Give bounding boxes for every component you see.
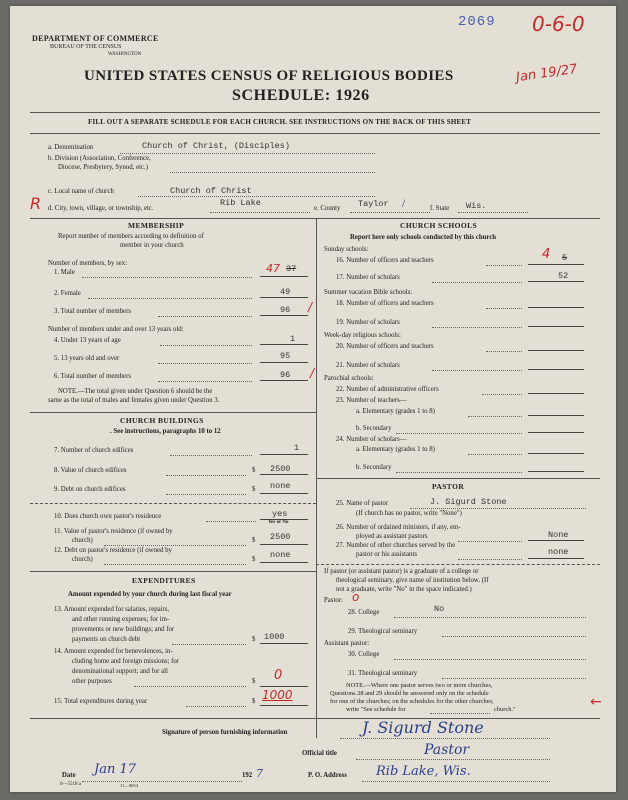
q8-dollar: $ (252, 467, 256, 474)
college-note-3: not a graduate, write "No" in the space indicated.) (336, 586, 472, 593)
buildings-sub: . See instructions, paragraphs 10 to 12 (110, 428, 221, 435)
pastor-note: NOTE.—Where one pastor serves two or more churches, (346, 682, 493, 689)
q16-label: 16. Number of officers and teachers (336, 257, 434, 264)
q4-value: 1 (290, 334, 296, 344)
print-code: 11—9054 (120, 783, 138, 788)
q9-dollar: $ (252, 486, 256, 493)
q24b-label: b. Secondary (356, 464, 392, 471)
pastor-mark: o (352, 590, 360, 604)
county-value: Taylor (358, 199, 389, 209)
q21-label: 21. Number of scholars (336, 362, 400, 369)
q10-hint: Yes or No (268, 520, 289, 525)
q14-label-4: other purposes (72, 678, 112, 685)
signature-label: Signature of person furnishing information (162, 729, 288, 736)
division-label-2: Diocese, Presbytery, Synod, etc.) (58, 164, 148, 171)
pastor-note-3: for one of the churches; on the schedules for the other churches, (330, 698, 494, 705)
q25-hint: (If church has no pastor, write "None") (356, 510, 462, 517)
q14-dollar: $ (252, 678, 256, 685)
pastor-name-value: J. Sigurd Stone (430, 497, 507, 507)
q14-label-3: denominational support; and for all (72, 668, 168, 675)
q16-value: 5 (562, 253, 568, 263)
date-label: Date (62, 772, 76, 779)
membership-intro-2: member in your church (120, 242, 184, 249)
official-title-value: Pastor (424, 742, 470, 758)
denomination-value: Church of Christ, (Disciples) (142, 141, 290, 151)
q13-value: 1000 (264, 632, 285, 642)
bureau-name: BUREAU OF THE CENSUS (50, 44, 122, 50)
q1-label: 1. Male (54, 269, 75, 276)
q27-value: none (548, 547, 569, 557)
q13-label: 13. Amount expended for salaries, repairs, (54, 606, 170, 613)
q10-value: yes (272, 509, 288, 519)
margin-arrow: ← (590, 694, 602, 710)
age-intro: Number of members under and over 13 years old: (48, 326, 184, 333)
q5-label: 5. 13 years old and over (54, 355, 120, 362)
q23-label: 23. Number of teachers— (336, 397, 407, 404)
bureau-city: WASHINGTON (108, 52, 142, 57)
q20-label: 20. Number of officers and teachers (336, 343, 434, 350)
q29-label: 29. Theological seminary (348, 628, 418, 635)
q30-label: 30. College (348, 651, 380, 658)
q14-label: 14. Amount expended for benevolences, in- (54, 648, 173, 655)
q26-label: 26. Number of ordained ministers, if any, em- (336, 524, 461, 531)
buildings-heading: CHURCH BUILDINGS (120, 416, 204, 425)
state-value: Wis. (466, 201, 487, 211)
q6-label: 6. Total number of members (54, 373, 131, 380)
q12-label-2: church) (72, 556, 93, 563)
by-sex-label: Number of members, by sex: (48, 260, 128, 267)
local-name-value: Church of Christ (170, 186, 252, 196)
q14-label-2: cluding home and foreign missions; for (72, 658, 180, 665)
q23a-label: a. Elementary (grades 1 to 8) (356, 408, 435, 415)
q27-label: 27. Number of other churches served by the (336, 542, 456, 549)
city-value: Rib Lake (220, 198, 261, 208)
pastor-sub-label: Pastor: (324, 597, 343, 604)
pastor-note-2: Questions 28 and 29 should be answered only on the schedule (330, 690, 489, 697)
membership-note-2: same as the total of males and females given under Question 3. (48, 397, 220, 404)
q12-label: 12. Debt on pastor's residence (if owned by (54, 547, 172, 554)
q28-value: No (434, 604, 445, 614)
membership-intro: Report number of members according to definition of (58, 233, 204, 240)
q28-label: 28. College (348, 609, 380, 616)
q2-value: 49 (280, 287, 291, 297)
q13-label-3: provements or new buildings; and for (72, 626, 175, 633)
county-label: e. County (314, 205, 341, 212)
date-value: Jan 17 (94, 762, 137, 777)
division-label: b. Division (Association, Conference, (48, 155, 151, 162)
q16-correction: 4 (542, 247, 551, 262)
college-note-2: theological seminary, give name of institution below. (If (336, 577, 489, 584)
q1-value: 37 (286, 264, 297, 274)
check-mark: / (402, 196, 406, 210)
q14-value: 0 (274, 668, 283, 683)
expenditures-heading: EXPENDITURES (132, 576, 196, 585)
q12-value: none (270, 550, 291, 560)
schools-sub: Report here only schools conducted by this church (350, 234, 497, 241)
state-label: f. State (430, 205, 450, 212)
year-prefix: 192 (242, 772, 253, 779)
q6-value: 96 (280, 370, 291, 380)
summer-label: Summer vacation Bible schools: (324, 289, 413, 296)
form-code: 6—5518 a (60, 782, 81, 787)
pastor-note-4: write "See schedule for (346, 706, 406, 713)
q18-label: 18. Number of officers and teachers (336, 300, 434, 307)
q3-label: 3. Total number of members (54, 308, 131, 315)
membership-note: NOTE.—The total given under Question 6 should be the (58, 388, 213, 395)
q11-label-2: church) (72, 537, 93, 544)
po-address-value: Rib Lake, Wis. (376, 764, 471, 779)
q3-value: 96 (280, 305, 291, 315)
q5-value: 95 (280, 351, 291, 361)
stamp-number: 2069 (458, 14, 496, 30)
form-title: UNITED STATES CENSUS OF RELIGIOUS BODIES (84, 68, 454, 84)
q4-label: 4. Under 13 years of age (54, 337, 121, 344)
schedule-title: SCHEDULE: 1926 (232, 87, 370, 104)
q8-value: 2500 (270, 464, 291, 474)
q15-value: 1000 (262, 688, 293, 702)
q17-value: 52 (558, 271, 569, 281)
q23b-label: b. Secondary (356, 425, 392, 432)
q31-label: 31. Theological seminary (348, 670, 418, 677)
q15-label: 15. Total expenditures during year (54, 698, 148, 705)
q9-label: 9. Debt on church edifices (54, 486, 126, 493)
pastor-heading: PASTOR (432, 482, 465, 491)
assistant-pastor-label: Assistant pastor: (324, 640, 370, 647)
received-date: Jan 19/27 (515, 61, 579, 86)
sunday-label: Sunday schools: (324, 246, 369, 253)
local-name-label: c. Local name of church (48, 188, 114, 195)
denomination-label: a. Denomination (48, 144, 94, 151)
pastor-note-5: church." (494, 706, 516, 713)
instruction-line: FILL OUT A SEPARATE SCHEDULE FOR EACH CHURCH. SEE INSTRUCTIONS ON THE BACK OF THIS SHEET (88, 118, 472, 126)
expenditures-sub: Amount expended by your church during last fiscal year (68, 591, 232, 598)
q17-label: 17. Number of scholars (336, 274, 400, 281)
q24-label: 24. Number of scholars— (336, 436, 407, 443)
signature-value: J. Sigurd Stone (362, 718, 484, 737)
q6-tick: / (310, 366, 315, 380)
membership-heading: MEMBERSHIP (128, 221, 185, 230)
q24a-label: a. Elementary (grades 1 to 8) (356, 446, 435, 453)
q27-label-2: pastor or his assistants (356, 551, 417, 558)
q13-label-2: and other running expenses; for im- (72, 616, 170, 623)
q11-dollar: $ (252, 537, 256, 544)
q22-label: 22. Number of administrative officers (336, 386, 439, 393)
parochial-label: Parochial schools: (324, 375, 374, 382)
q1-correction: 47 (266, 262, 280, 275)
weekday-label: Week-day religious schools: (324, 332, 401, 339)
q15-dollar: $ (252, 698, 256, 705)
city-label: d. City, town, village, or township, etc. (48, 205, 154, 212)
q13-label-4: payments on church debt (72, 636, 141, 643)
q11-label: 11. Value of pastor's residence (if owned by (54, 528, 173, 535)
q26-value: None (548, 530, 569, 540)
q19-label: 19. Number of scholars (336, 319, 400, 326)
handwritten-code: 0-6-0 (532, 12, 585, 36)
po-address-label: P. O. Address (308, 772, 347, 779)
q25-label: 25. Name of pastor (336, 500, 389, 507)
q26-label-2: ployed as assistant pastors (356, 533, 428, 540)
census-schedule-sheet (10, 6, 616, 792)
q2-label: 2. Female (54, 290, 81, 297)
q11-value: 2500 (270, 532, 291, 542)
margin-mark: R (30, 194, 42, 213)
q12-dollar: $ (252, 556, 256, 563)
official-title-label: Official title (302, 750, 337, 757)
schools-heading: CHURCH SCHOOLS (400, 221, 478, 230)
year-suffix: 7 (256, 767, 263, 780)
q7-value: 1 (294, 443, 300, 453)
q3-tick: / (308, 300, 313, 314)
q8-label: 8. Value of church edifices (54, 467, 127, 474)
q7-label: 7. Number of church edifices (54, 447, 134, 454)
college-note: If pastor (or assistant pastor) is a graduate of a college or (324, 568, 479, 575)
dept-name: DEPARTMENT OF COMMERCE (32, 34, 159, 43)
q13-dollar: $ (252, 636, 256, 643)
q10-label: 10. Does church own pastor's residence (54, 513, 162, 520)
q9-value: none (270, 481, 291, 491)
